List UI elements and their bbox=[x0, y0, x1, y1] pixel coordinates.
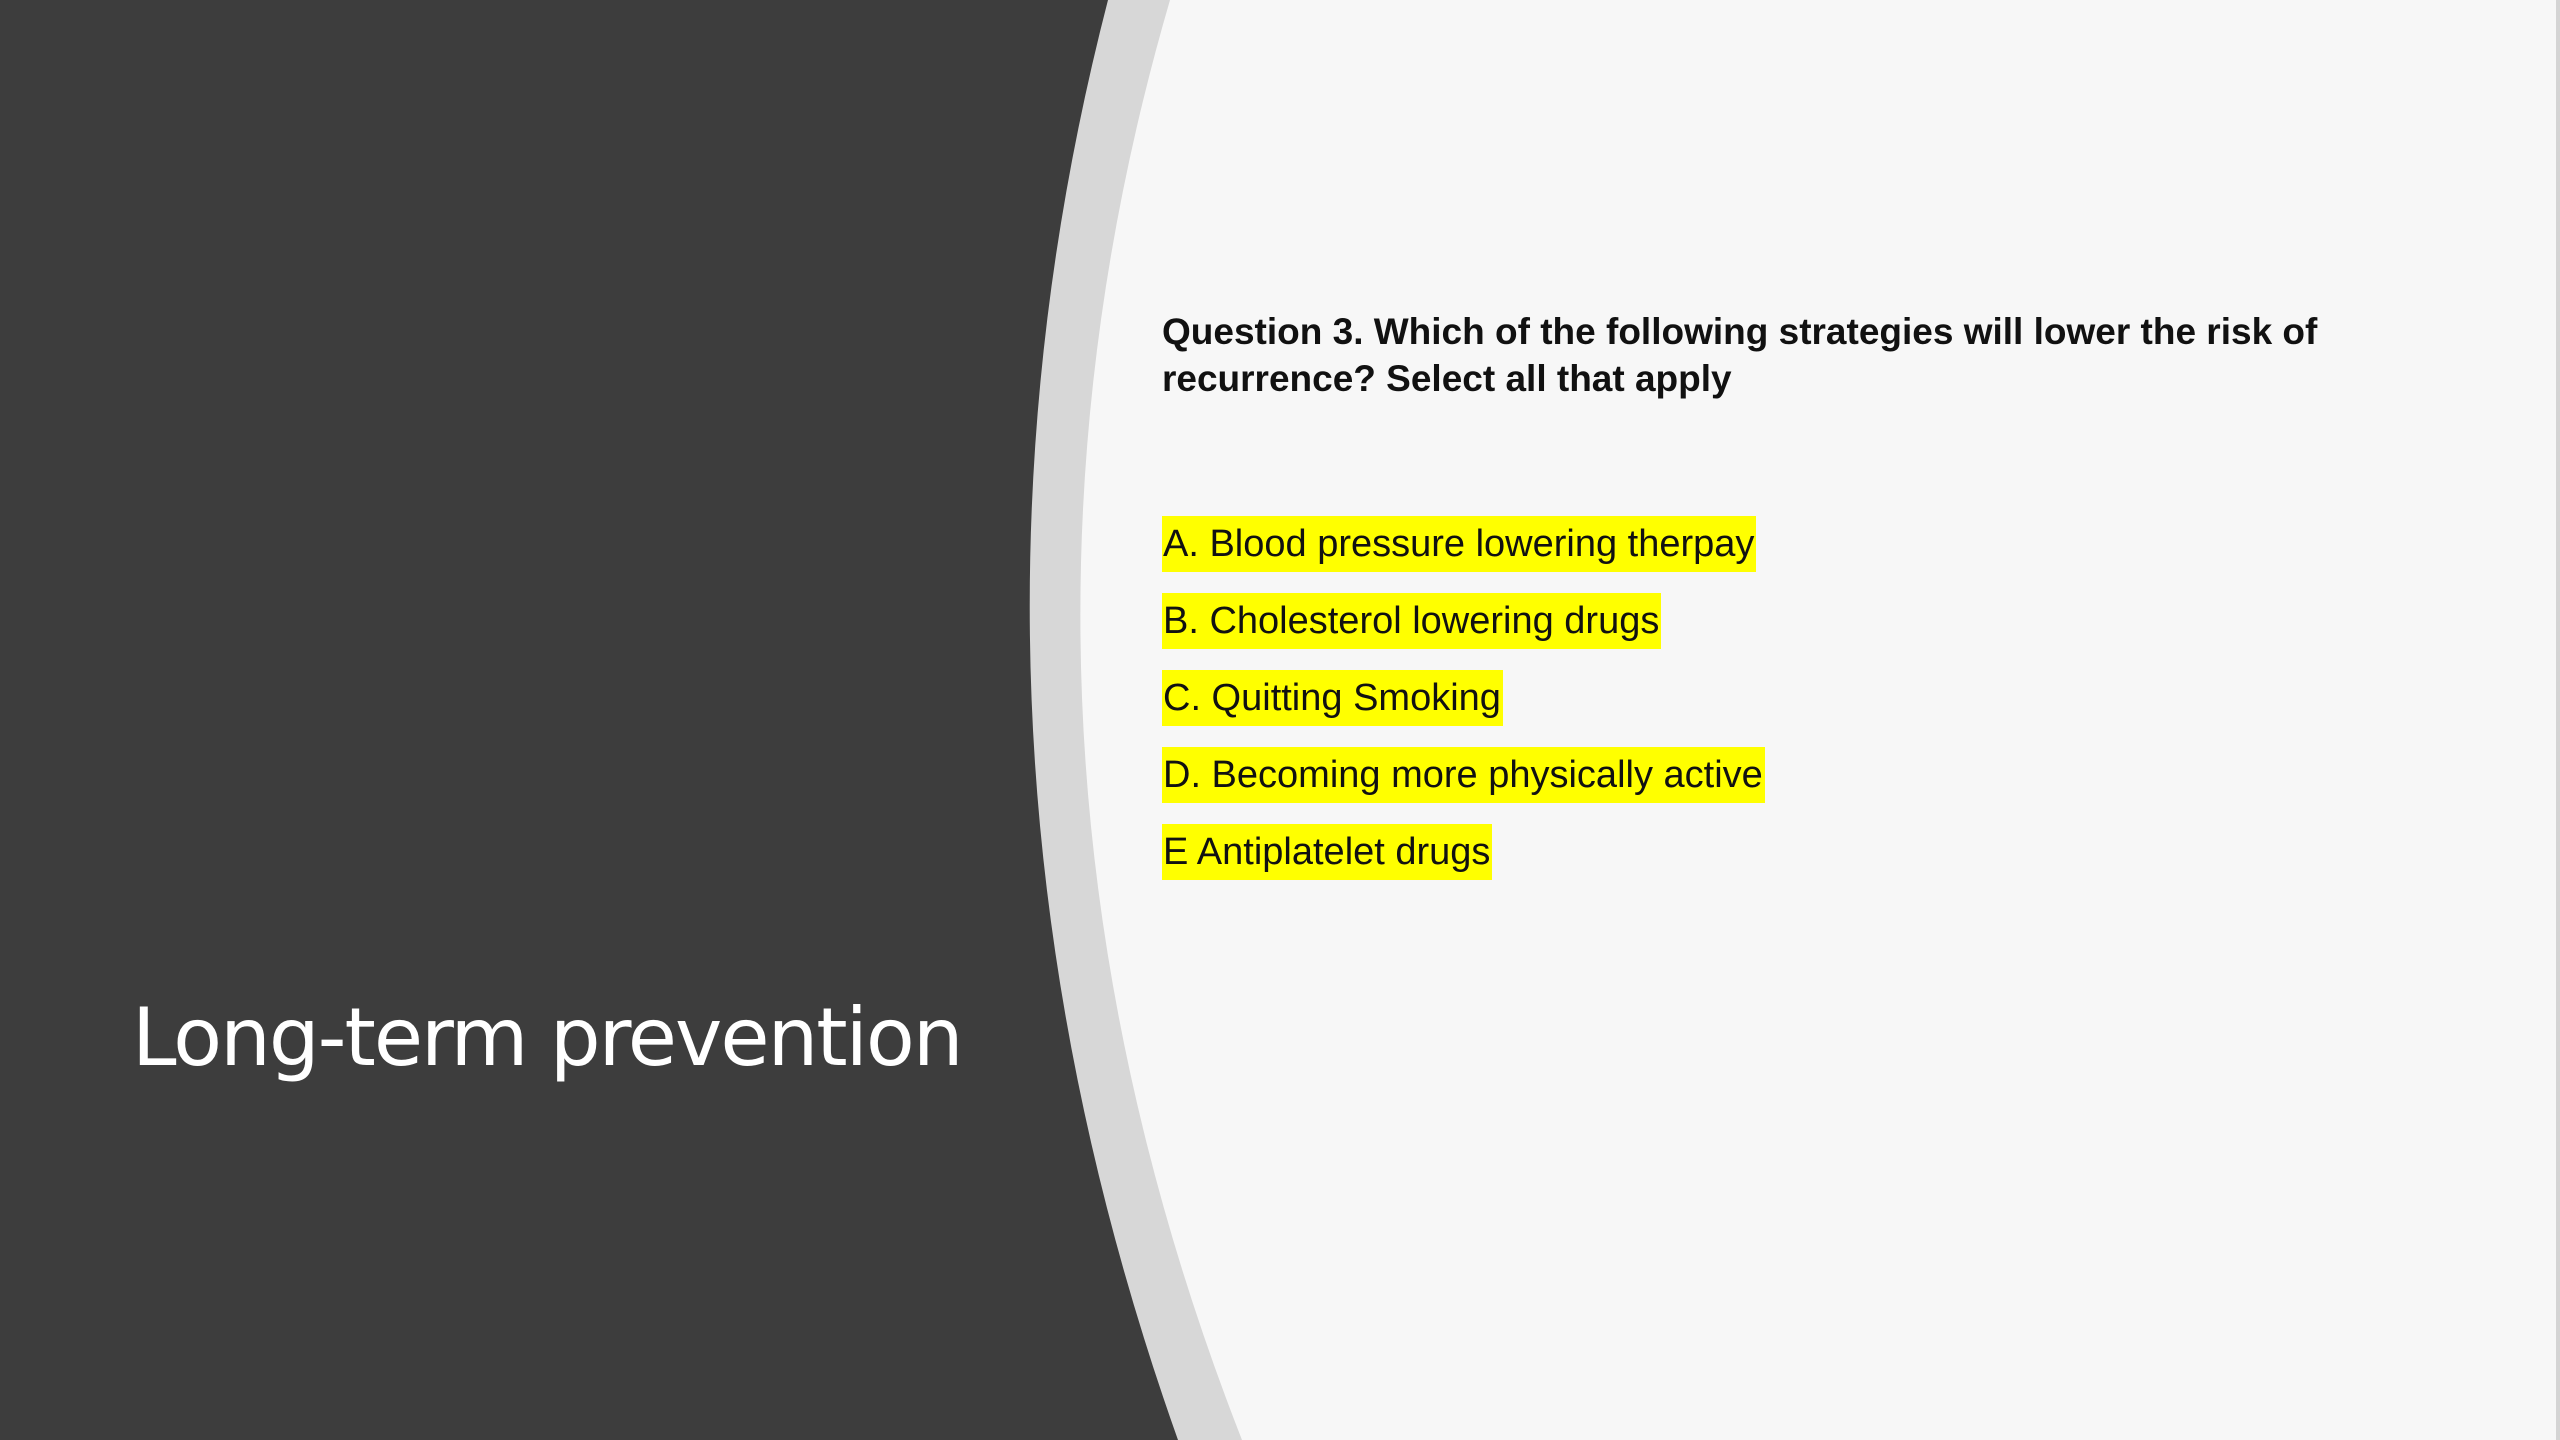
answer-option-label: E Antiplatelet drugs bbox=[1162, 824, 1492, 880]
answer-option-label: B. Cholesterol lowering drugs bbox=[1162, 593, 1661, 649]
answer-option-a bbox=[1162, 516, 2442, 572]
dark-title-panel bbox=[0, 0, 1178, 1440]
slide-right-edge bbox=[2556, 0, 2560, 1440]
answer-option-b bbox=[1162, 593, 2442, 649]
answer-options-list bbox=[1162, 516, 2442, 880]
answer-option-label: D. Becoming more physically active bbox=[1162, 747, 1765, 803]
slide-title: Long-term prevention bbox=[132, 991, 962, 1084]
question-content bbox=[1162, 308, 2442, 901]
answer-option-d bbox=[1162, 747, 2442, 803]
answer-option-label: C. Quitting Smoking bbox=[1162, 670, 1503, 726]
question-text: Question 3. Which of the following strategies will lower the risk of recurrence? Select all that apply bbox=[1162, 311, 2318, 399]
answer-option-c bbox=[1162, 670, 2442, 726]
answer-option-e bbox=[1162, 824, 2442, 880]
answer-option-label: A. Blood pressure lowering therpay bbox=[1162, 516, 1756, 572]
